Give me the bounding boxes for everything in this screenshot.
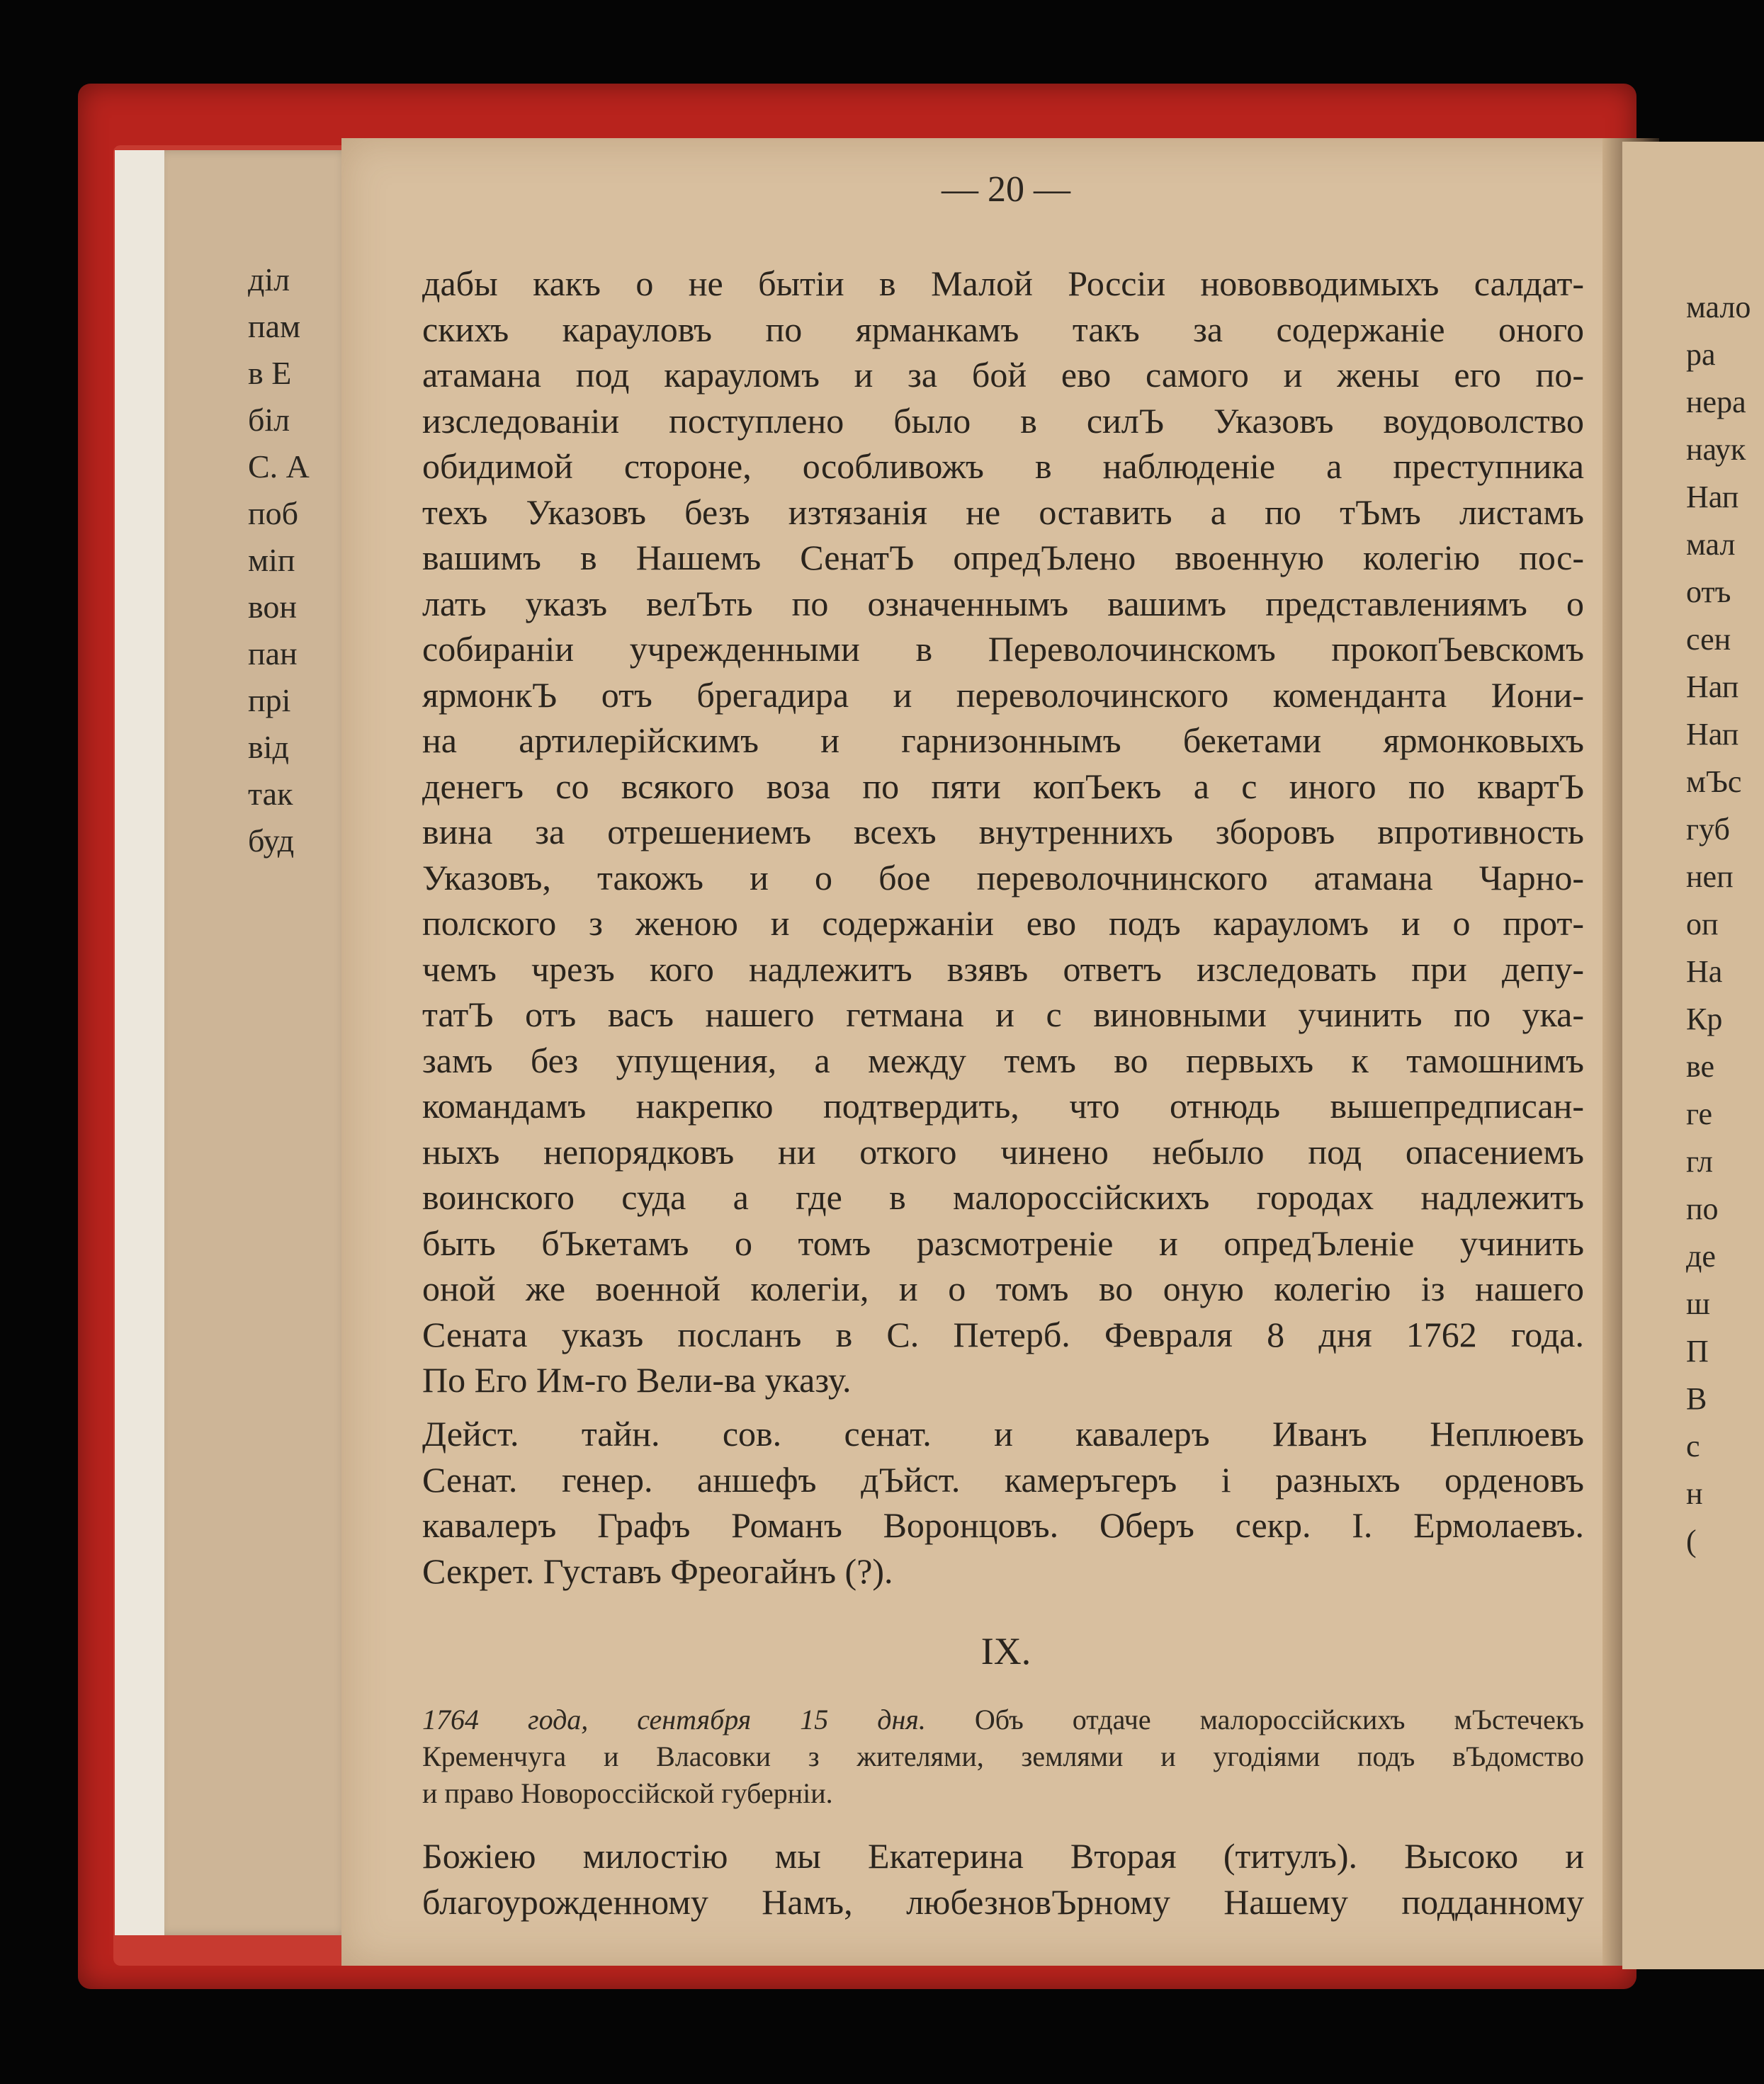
- right-page-fragment: В: [1686, 1381, 1707, 1416]
- right-page-fragment: мал: [1686, 527, 1736, 562]
- summary-date: 1764 года, сентября 15 дня.: [422, 1704, 926, 1735]
- summary-line-1: [422, 1701, 1584, 1738]
- signature-line: Дейст. тайн. сов. сенат. и кавалеръ Иванъ Неплюевъ: [422, 1414, 1584, 1454]
- right-page-fragment: Нап: [1686, 717, 1739, 752]
- body-line: полского з женою и содержаніи ево подъ карауломъ и о прот-: [422, 903, 1584, 943]
- body-line: скихъ карауловъ по ярманкамъ такъ за содержаніе оного: [422, 309, 1584, 349]
- right-page-text: [1686, 283, 1764, 1565]
- right-page-fragment: гл: [1686, 1144, 1713, 1179]
- right-page-fragment: мЪс: [1686, 764, 1742, 799]
- signature-line: Сенат. генер. аншефъ дЪйст. камеръгеръ і разныхъ орденовъ: [422, 1459, 1584, 1500]
- right-page-fragment: наук: [1686, 432, 1746, 467]
- body-line: техъ Указовъ безъ изтязанія не оставить а по тЪмъ листамъ: [422, 492, 1584, 532]
- body-line: ныхъ непорядковъ ни откого чинено небыло под опасениемъ: [422, 1131, 1584, 1172]
- right-page-fragment: Нап: [1686, 480, 1739, 514]
- body-line: Сената указъ посланъ в С. Петерб. Февраля 8 дня 1762 года.: [422, 1314, 1584, 1354]
- body-line: изследованіи поступлено было в силЪ Указовъ воудоволство: [422, 400, 1584, 441]
- body-line: быть бЪкетамъ о томъ разсмотреніе и опредЪленіе учинить: [422, 1223, 1584, 1263]
- body-line: вина за отрешениемъ всехъ внутреннихъ зборовъ впротивность: [422, 812, 1584, 851]
- right-page-fragment: мало: [1686, 290, 1751, 324]
- left-page-text: [248, 256, 340, 864]
- summary-line-1-text: Объ отдаче малороссійскихъ мЪстечекъ: [974, 1704, 1584, 1735]
- body-line: атамана под карауломъ и за бой ево самого и жены его по-: [422, 355, 1584, 395]
- left-page-fragment: прі: [248, 682, 291, 718]
- right-page-fragment: ш: [1686, 1286, 1710, 1321]
- left-page-fragment: від: [248, 729, 289, 765]
- right-page-fragment: ве: [1686, 1049, 1715, 1084]
- page-number: — 20 —: [942, 169, 1070, 210]
- right-page-fragment: нера: [1686, 385, 1746, 419]
- body-line: По Его Им-го Вели-ва указу.: [422, 1360, 852, 1400]
- body-line: командамъ накрепко подтвердить, что отнюдь вышепредписан-: [422, 1086, 1584, 1126]
- body-line: лать указъ велЪть по означеннымъ вашимъ представлениямъ о: [422, 583, 1584, 623]
- body-line: Указовъ, такожъ и о бое переволочнинского атамана Чарно-: [422, 857, 1584, 897]
- right-page-fragment: отъ: [1686, 574, 1731, 609]
- intro-line: Божіею милостію мы Екатерина Вторая (титулъ). Высоко и: [422, 1836, 1584, 1876]
- right-page-fragment: На: [1686, 954, 1723, 989]
- body-line: вашимъ в Нашемъ СенатЪ опредЪлено ввоенную колегію пос-: [422, 538, 1584, 577]
- right-page-fragment: (: [1686, 1524, 1697, 1558]
- section-number: IX.: [980, 1630, 1031, 1672]
- right-page-fragment: ге: [1686, 1097, 1712, 1131]
- right-page-fragment: П: [1686, 1334, 1709, 1369]
- right-page-fragment: оп: [1686, 907, 1719, 941]
- left-page-fragment: буд: [248, 822, 295, 859]
- signature-line: кавалеръ Графъ Романъ Воронцовъ. Оберъ секр. І. Ермолаевъ.: [422, 1505, 1584, 1545]
- right-page-fragment: де: [1686, 1239, 1716, 1274]
- right-page-fragment: неп: [1686, 859, 1734, 894]
- right-page-fragment: н: [1686, 1476, 1703, 1511]
- right-page-fragment: по: [1686, 1191, 1719, 1226]
- left-page-fragment: так: [248, 776, 293, 812]
- body-line: чемъ чрезъ кого надлежитъ взявъ ответъ изследовать при депу-: [422, 948, 1584, 989]
- right-page-fragment: с: [1686, 1429, 1700, 1463]
- document-body: [422, 261, 1584, 1403]
- body-line: оной же военной колегіи, и о томъ во оную колегію із нашего: [422, 1269, 1584, 1308]
- left-page-fragment: в Е: [248, 355, 292, 391]
- left-page-fragment: поб: [248, 495, 299, 531]
- body-line: денегъ со всякого воза по пяти копЪекъ а с иного по квартЪ: [422, 766, 1584, 806]
- section-summary: [422, 1701, 1584, 1812]
- left-page-fragment: С. А: [248, 448, 310, 485]
- summary-line-3: и право Новороссійской губерніи.: [422, 1777, 833, 1809]
- right-page-fragment: губ: [1686, 812, 1730, 846]
- left-page: [164, 150, 349, 1935]
- body-line: замъ без упущения, а между темъ во первыхъ к тамошнимъ: [422, 1040, 1584, 1080]
- left-page-fragment: пан: [248, 635, 298, 672]
- right-page-fragment: Нап: [1686, 669, 1739, 704]
- section-intro: [422, 1833, 1584, 1925]
- right-page-fragment: сен: [1686, 622, 1731, 657]
- body-line: дабы какъ о не бытіи в Малой Россіи нововводимыхъ салдат-: [422, 264, 1584, 303]
- body-line: обидимой стороне, особливожъ в наблюденіе а преступника: [422, 446, 1584, 486]
- left-page-fragment: міп: [248, 542, 295, 578]
- page-edge: [115, 150, 171, 1935]
- body-line: собираніи учрежденными в Переволочинскомъ прокопЪевскомъ: [422, 629, 1584, 669]
- left-page-fragment: пам: [248, 308, 301, 344]
- left-page-fragment: біл: [248, 402, 290, 438]
- right-page-fragment: ра: [1686, 337, 1716, 372]
- body-line: воинского суда а где в малороссійскихъ городах надлежитъ: [422, 1177, 1584, 1217]
- body-line: татЪ отъ васъ нашего гетмана и с виновными учинить по ука-: [422, 995, 1584, 1034]
- summary-line-2: Кременчуга и Власовки з жителями, землями и угодіями подъ вЪдомство: [422, 1740, 1584, 1772]
- body-line: на артилерійскимъ и гарнизоннымъ бекетами ярмонковыхъ: [422, 720, 1584, 760]
- left-page-fragment: вон: [248, 589, 298, 625]
- intro-line: благоурожденному Намъ, любезновЪрному Нашему подданному: [422, 1881, 1584, 1922]
- left-page-fragment: діл: [248, 261, 290, 298]
- signature-line: Секрет. Густавъ Фреогайнъ (?).: [422, 1551, 893, 1591]
- right-page: [1622, 142, 1764, 1969]
- body-line: ярмонкЪ отъ брегадира и переволочинского коменданта Иони-: [422, 674, 1584, 715]
- signatures-block: [422, 1411, 1584, 1594]
- right-page-fragment: Кр: [1686, 1002, 1723, 1036]
